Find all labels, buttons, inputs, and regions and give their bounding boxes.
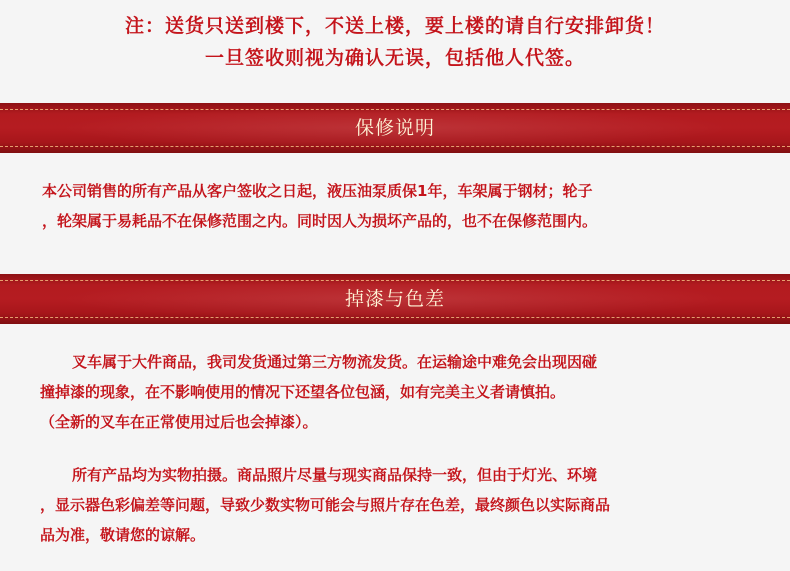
paint-paragraph-2 bbox=[40, 460, 610, 550]
paint-p2-line-2: ，显示器色彩偏差等问题，导致少数实物可能会与照片存在色差，最终颜色以实际商品 bbox=[40, 496, 611, 514]
paint-color-banner bbox=[0, 274, 790, 324]
paint-p1-line-1: 叉车属于大件商品，我司发货通过第三方物流发货。在运输途中难免会出现因碰 bbox=[72, 353, 598, 371]
warranty-line-2: ，轮架属于易耗品不在保修范围之内。同时因人为损坏产品的，也不在保修范围内。 bbox=[42, 212, 598, 230]
warranty-text bbox=[42, 176, 597, 236]
warranty-line-1: 本公司销售的所有产品从客户签收之日起，液压油泵质保1年，车架属于钢材；轮子 bbox=[42, 182, 593, 200]
paint-p1-line-3: （全新的叉车在正常使用过后也会掉漆）。 bbox=[40, 413, 318, 431]
paint-paragraph-1 bbox=[40, 347, 597, 437]
paint-p1-line-2: 撞掉漆的现象，在不影响使用的情况下还望各位包涵，如有完美主义者请慎拍。 bbox=[40, 383, 566, 401]
paint-color-title: 掉漆与色差 bbox=[344, 288, 445, 310]
paint-p2-line-1: 所有产品均为实物拍摄。商品照片尽量与现实商品保持一致，但由于灯光、环境 bbox=[72, 466, 598, 484]
delivery-notice-line-1: 注：送货只送到楼下，不送上楼，要上楼的请自行安排卸货！ bbox=[124, 15, 665, 37]
paint-p2-line-3: 品为准，敬请您的谅解。 bbox=[40, 526, 206, 544]
warranty-banner bbox=[0, 103, 790, 153]
warranty-title: 保修说明 bbox=[354, 117, 435, 139]
delivery-notice-line-2: 一旦签收则视为确认无误，包括他人代签。 bbox=[204, 47, 585, 69]
